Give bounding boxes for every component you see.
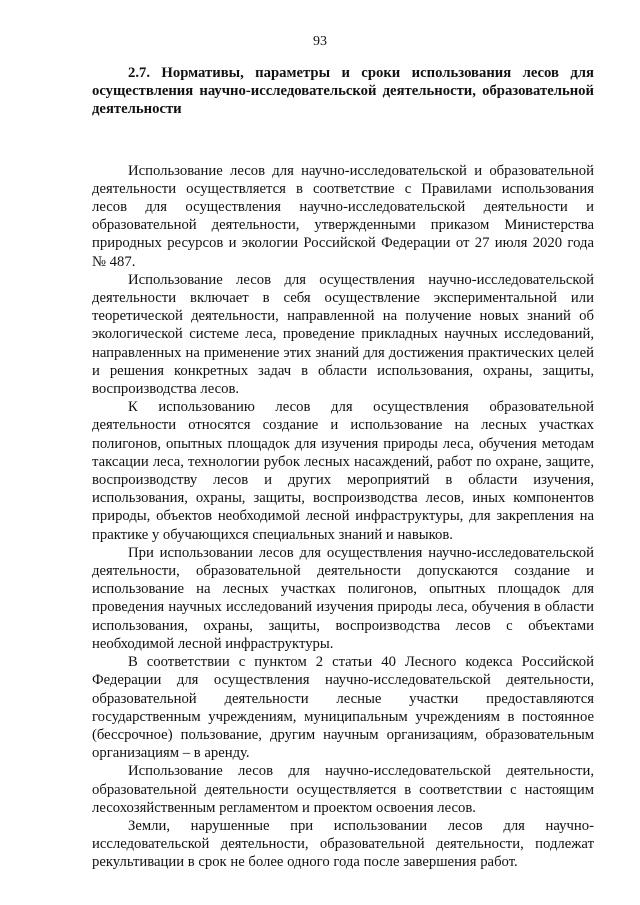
paragraph-3: К использованию лесов для осуществления образовательной деятельности относятся создание и использование на лесных участках полигонов, опытных площадок для изучения природы леса, обучения методам таксации леса, технологии рубок лесных насаждений, работ по охране, защите, воспроизводству лесов и других мероприятий в области изучения, использования, охраны, защиты, воспроизводства лесов, иных компонентов природы, объектов необходимой лесной инфраструктуры, для закрепления на практике у обучающихся специальных знаний и навыков. bbox=[92, 399, 594, 543]
page-number: 93 bbox=[313, 34, 327, 49]
body-text bbox=[92, 162, 594, 872]
paragraph-6: Использование лесов для научно-исследовательской деятельности, образовательной деятельности осуществляется в соответствии с настоящим лесохозяйственным регламентом и проектом освоения лесов. bbox=[92, 763, 594, 816]
section-heading: 2.7. Нормативы, параметры и сроки использования лесов для осуществления научно-исследовательской деятельности, образовательной деятельности bbox=[92, 65, 594, 118]
paragraph-7: Земли, нарушенные при использовании лесов для научно-исследовательской деятельности, образовательной деятельности, подлежат рекультивации в срок не более одного года после завершения работ. bbox=[92, 817, 594, 871]
paragraph-2: Использование лесов для осуществления научно-исследовательской деятельности включает в себя осуществление экспериментальной или теоретической деятельности, направленной на получение новых знаний об экологической системе леса, проведение прикладных научных исследований, направленных на применение этих знаний для достижения практических целей и решения конкретных задач в области использования, охраны, защиты, воспроизводства лесов. bbox=[92, 271, 594, 398]
paragraph-5: В соответствии с пунктом 2 статьи 40 Лесного кодекса Российской Федерации для осуществления научно-исследовательской деятельности, образовательной деятельности лесные участки предоставляются государственным учреждениям, муниципальным учреждениям в постоянное (бессрочное) пользование, другим научным организациям, образовательным организациям – в аренду. bbox=[92, 654, 594, 762]
paragraph-4: При использовании лесов для осуществления научно-исследовательской деятельности, образовательной деятельности допускаются создание и использование на лесных участках полигонов, опытных площадок для проведения научных исследований изучения природы леса, обучения в области использования, охраны, защиты, воспроизводства лесов с объектами необходимой лесной инфраструктуры. bbox=[92, 544, 594, 652]
page-content bbox=[92, 64, 594, 872]
paragraph-1: Использование лесов для научно-исследовательской и образовательной деятельности осуществляется в соответствие с Правилами использования лесов для осуществления научно-исследовательской деятельности и образовательной деятельности, утвержденными приказом Министерства природных ресурсов и экологии Российской Федерации от 27 июля 2020 года № 487. bbox=[92, 162, 594, 270]
